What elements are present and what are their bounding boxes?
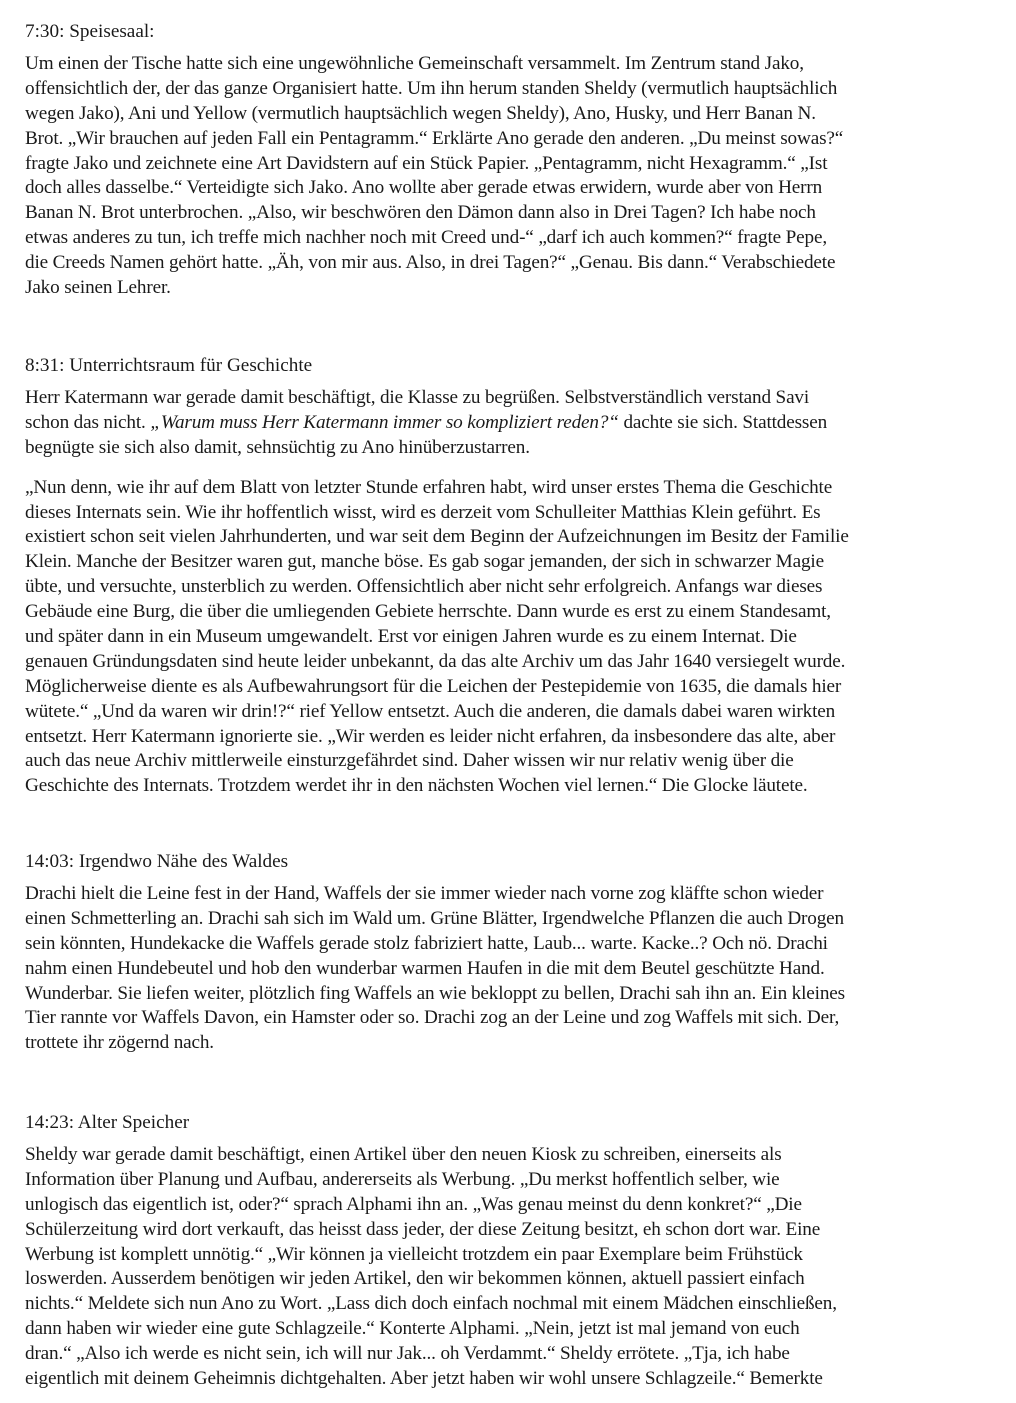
paragraph [25, 386, 1000, 461]
text-line: etwas anderes zu tun, ich treffe mich nachher noch mit Creed und-“ „darf ich auch kommen?“ fragte Pepe, [25, 227, 827, 249]
text-line: dran.“ „Also ich werde es nicht sein, ich will nur Jak... oh Verdammt.“ Sheldy errötete. „Tja, ich habe [25, 1343, 790, 1365]
text-line: Tier rannte vor Waffels Davon, ein Hamster oder so. Drachi zog an der Leine und zog Waffels mit sich. Der, [25, 1007, 840, 1029]
text-line: trottete ihr zögernd nach. [25, 1032, 214, 1054]
paragraph [25, 52, 1000, 301]
section-waldes [25, 849, 1000, 1056]
text-line: offensichtlich der, der das ganze Organisiert hatte. Um ihn herum standen Sheldy (vermutlich hauptsächlich [25, 77, 838, 99]
paragraph [25, 476, 1000, 800]
text-line: Brot. „Wir brauchen auf jeden Fall ein Pentagramm.“ Erklärte Ano gerade den anderen. „Du meinst sowas?“ [25, 127, 844, 149]
text-line: doch alles dasselbe.“ Verteidigte sich Jako. Ano wollte aber gerade etwas erwidern, wurde aber von Herrn [25, 177, 823, 199]
text-line: auch das neue Archiv mittlerweile einsturzgefährdet sind. Daher wissen wir nur relativ wenig über die [25, 750, 794, 772]
text-line: dann haben wir wieder eine gute Schlagzeile.“ Konterte Alphami. „Nein, jetzt ist mal jemand von euch [25, 1318, 800, 1340]
text-line: Jako seinen Lehrer. [25, 277, 171, 299]
section-alter-speicher [25, 1110, 1000, 1392]
text-line: sein könnten, Hundekacke die Waffels gerade stolz fabriziert hatte, Laub... warte. Kacke..? Och nö. Drachi [25, 932, 828, 954]
text-line: Geschichte des Internats. Trotzdem werdet ihr in den nächsten Wochen viel lernen.“ Die Glocke läutete. [25, 775, 808, 797]
text-line: übte, und versuchte, unsterblich zu werden. Offensichtlich aber nicht sehr erfolgreich. Anfangs war dieses [25, 576, 823, 598]
section-speisesaal [25, 19, 1000, 301]
text-line: Möglicherweise diente es als Aufbewahrungsort für die Leichen der Pestepidemie von 1635, die damals hier [25, 675, 842, 697]
text-line: Klein. Manche der Besitzer waren gut, manche böse. Es gab sogar jemanden, der sich in schwarzer Magie [25, 551, 824, 573]
text-line: nichts.“ Meldete sich nun Ano zu Wort. „Lass dich doch einfach nochmal mit einem Mädchen einschließen, [25, 1293, 837, 1315]
text-line: Werbung ist komplett unnötig.“ „Wir können ja vielleicht trotzdem ein paar Exemplare beim Frühstück [25, 1243, 803, 1265]
text-line: die Creeds Namen gehört hatte. „Äh, von mir aus. Also, in drei Tagen?“ „Genau. Bis dann.“ Verabschiedete [25, 252, 836, 274]
text-line: Herr Katermann war gerade damit beschäftigt, die Klasse zu begrüßen. Selbstverständlich verstand Savi [25, 387, 810, 408]
text-line: eigentlich mit deinem Geheimnis dichtgehalten. Aber jetzt haben wir wohl unsere Schlagzeile.“ Bemerkte [25, 1368, 823, 1390]
text-line: Um einen der Tische hatte sich eine ungewöhnliche Gemeinschaft versammelt. Im Zentrum stand Jako, [25, 53, 804, 74]
section-heading: 14:23: Alter Speicher [25, 1112, 190, 1133]
text-line: unlogisch das eigentlich ist, oder?“ sprach Alphami ihn an. „Was genau meinst du denn konkret?“ „Die [25, 1193, 802, 1215]
text-line: einen Schmetterling an. Drachi sah sich im Wald um. Grüne Blätter, Irgendwelche Pflanzen die auch Drogen [25, 907, 844, 929]
paragraph [25, 882, 1000, 1056]
text-segment: dachte sie sich. Stattdessen [618, 411, 828, 433]
text-line: genauen Gründungsdaten sind heute leider unbekannt, da das alte Archiv um das Jahr 1640 versiegelt wurde. [25, 650, 846, 672]
text-line: Banan N. Brot unterbrochen. „Also, wir beschwören den Dämon dann also in Drei Tagen? Ich habe noch [25, 202, 816, 224]
text-line: wegen Jako), Ani und Yellow (vermutlich hauptsächlich wegen Sheldy), Ano, Husky, und Herr Banan N. [25, 102, 816, 124]
text-line: entsetzt. Herr Katermann ignorierte sie. „Wir werden es leider nicht erfahren, da insbesondere das alte, aber [25, 725, 836, 747]
text-line: Information über Planung und Aufbau, andererseits als Werbung. „Du merkst hoffentlich selber, wie [25, 1168, 780, 1190]
text-line: „Nun denn, wie ihr auf dem Blatt von letzter Stunde erfahren habt, wird unser erstes Thema die Geschichte [25, 476, 833, 498]
paragraph [25, 1143, 1000, 1392]
text-line [25, 411, 1000, 436]
section-heading: 7:30: Speisesaal: [25, 21, 155, 42]
text-segment: schon das nicht. [25, 411, 151, 433]
text-line: fragte Jako und zeichnete eine Art Davidstern auf ein Stück Papier. „Pentagramm, nicht Hexagramm.“ „Ist [25, 152, 828, 174]
text-line: Wunderbar. Sie liefen weiter, plötzlich fing Waffels an wie bekloppt zu bellen, Drachi sah ihn an. Ein kleines [25, 982, 845, 1004]
section-unterrichtsraum [25, 353, 1000, 799]
text-line: existiert schon seit vielen Jahrhunderten, und war seit dem Beginn der Aufzeichnungen im Besitz der Familie [25, 526, 849, 548]
text-line: begnügte sie sich also damit, sehnsüchtig zu Ano hinüberzustarren. [25, 436, 530, 458]
section-heading: 14:03: Irgendwo Nähe des Waldes [25, 851, 289, 872]
text-line: Gebäude eine Burg, die über die umliegenden Gebiete herrschte. Dann wurde es erst zu einem Standesamt, [25, 601, 831, 623]
text-line: dieses Internats sein. Wie ihr hoffentlich wisst, wird es derzeit vom Schulleiter Matthias Klein geführt. Es [25, 501, 821, 523]
text-line: wütete.“ „Und da waren wir drin!?“ rief Yellow entsetzt. Auch die anderen, die damals dabei waren wirkten [25, 700, 836, 722]
text-line: Drachi hielt die Leine fest in der Hand, Waffels der sie immer wieder nach vorne zog kläffte schon wieder [25, 883, 824, 904]
section-heading: 8:31: Unterrichtsraum für Geschichte [25, 355, 313, 376]
text-line: nahm einen Hundebeutel und hob den wunderbar warmen Haufen in die mit dem Beutel geschützte Hand. [25, 957, 825, 979]
text-line: Schülerzeitung wird dort verkauft, das heisst dass jeder, der diese Zeitung besitzt, eh schon dort war. Eine [25, 1218, 821, 1240]
italic-thought-quote: „Warum muss Herr Katermann immer so kompliziert reden?“ [150, 411, 619, 433]
text-line: loswerden. Ausserdem benötigen wir jeden Artikel, den wir bekommen können, aktuell passiert einfach [25, 1268, 805, 1290]
text-line: Sheldy war gerade damit beschäftigt, einen Artikel über den neuen Kiosk zu schreiben, einerseits als [25, 1144, 782, 1165]
text-line: und später dann in ein Museum umgewandelt. Erst vor einigen Jahren wurde es zu einem Internat. Die [25, 626, 797, 648]
